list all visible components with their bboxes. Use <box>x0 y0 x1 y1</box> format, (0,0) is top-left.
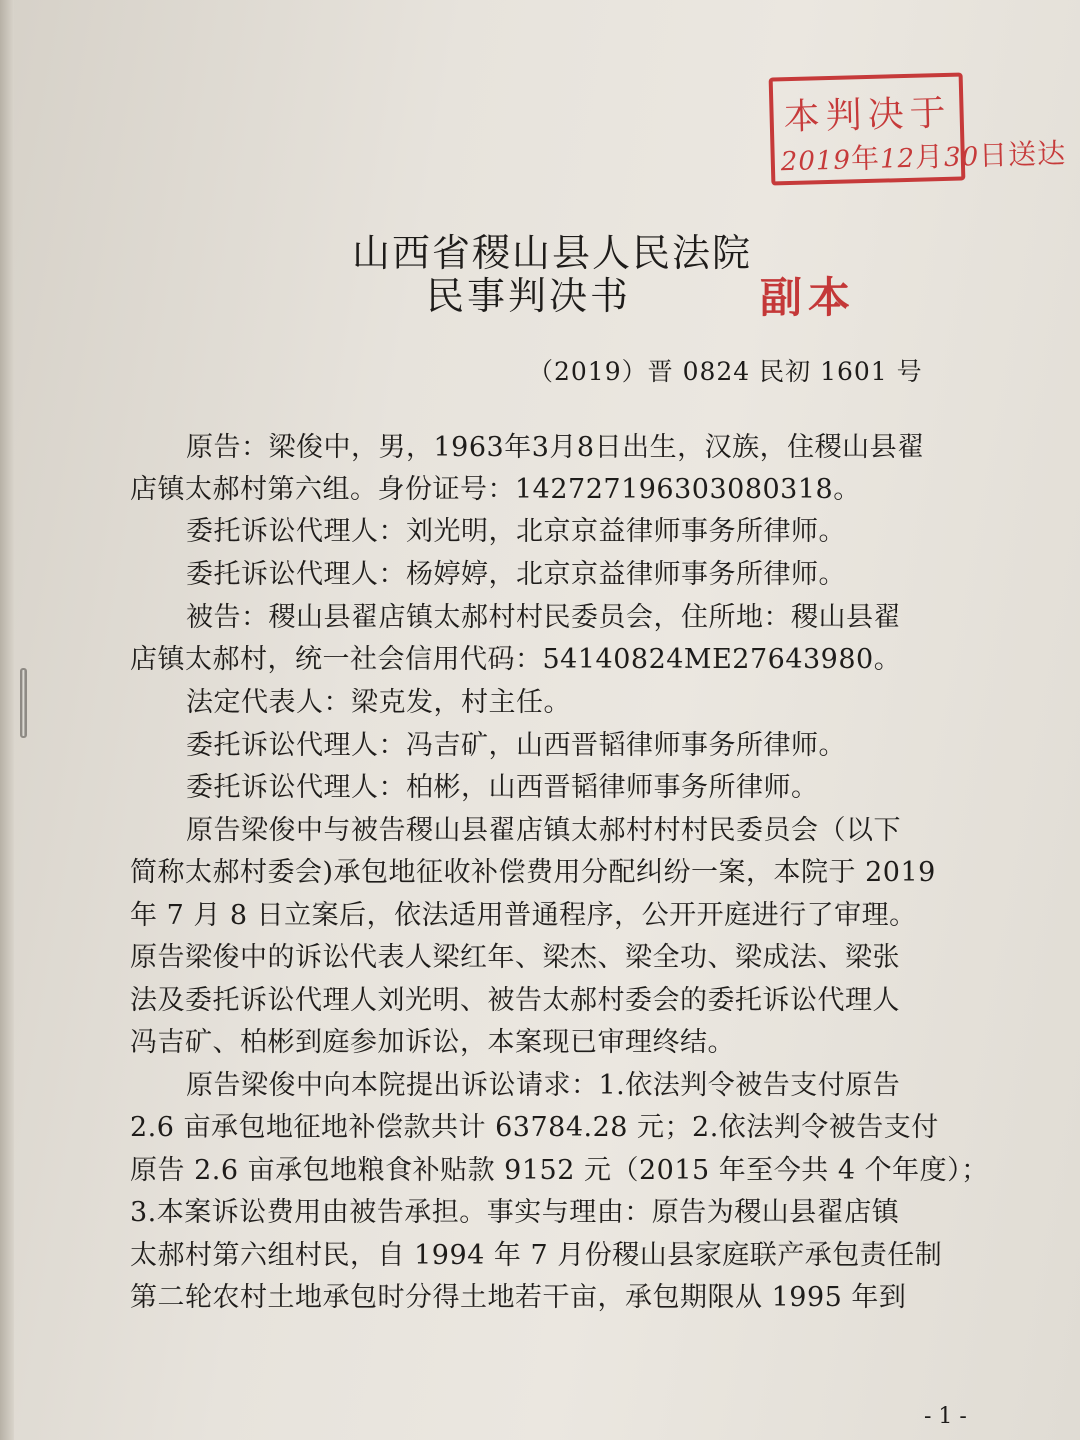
body-line: 原告：梁俊中，男，1963年3月8日出生，汉族，住稷山县翟 <box>186 432 925 463</box>
body-line: 2.6 亩承包地征地补偿款共计 63784.28 元；2.依法判令被告支付 <box>130 1112 939 1143</box>
body-line: 委托诉讼代理人：刘光明，北京京益律师事务所律师。 <box>186 516 846 547</box>
body-line: 简称太郝村委会)承包地征收补偿费用分配纠纷一案，本院于 2019 <box>130 857 936 888</box>
body-line: 法及委托诉讼代理人刘光明、被告太郝村委会的委托诉讼代理人 <box>130 985 900 1016</box>
stamp-year: 2019 <box>780 145 852 178</box>
body-line: 冯吉矿、柏彬到庭参加诉讼，本案现已审理终结。 <box>130 1027 735 1058</box>
body-line: 委托诉讼代理人：冯吉矿，山西晋韬律师事务所律师。 <box>186 730 846 761</box>
stamp-day: 30 <box>943 142 980 173</box>
body-line: 委托诉讼代理人：柏彬，山西晋韬律师事务所律师。 <box>186 772 819 803</box>
body-line: 原告梁俊中与被告稷山县翟店镇太郝村村村民委员会（以下 <box>186 815 901 846</box>
body-line: 太郝村第六组村民，自 1994 年 7 月份稷山县家庭联产承包责任制 <box>130 1240 943 1271</box>
court-title: 山西省稷山县人民法院 <box>352 231 753 275</box>
stamp-month-char: 月 <box>914 139 945 174</box>
stamp-year-char: 年 <box>850 141 881 176</box>
body-line: 委托诉讼代理人：杨婷婷，北京京益律师事务所律师。 <box>186 559 846 590</box>
body-line: 法定代表人：梁克发，村主任。 <box>186 687 571 718</box>
body-line: 被告：稷山县翟店镇太郝村村民委员会，住所地：稷山县翟 <box>186 602 901 633</box>
body-line: 原告梁俊中的诉讼代表人梁红年、梁杰、梁全功、梁成法、梁张 <box>130 942 900 973</box>
stamp-line-2 <box>780 132 1066 179</box>
stamp-line-1: 本判决于 <box>783 92 953 139</box>
case-number: （2019）晋 0824 民初 1601 号 <box>528 357 923 386</box>
body-line: 原告 2.6 亩承包地粮食补贴款 9152 元（2015 年至今共 4 个年度）； <box>130 1155 989 1186</box>
document-title: 民事判决书 <box>426 274 632 318</box>
body-line: 店镇太郝村第六组。身份证号：142727196303080318。 <box>130 474 861 505</box>
body-line: 第二轮农村土地承包时分得土地若干亩，承包期限从 1995 年到 <box>130 1282 907 1313</box>
page-number: - 1 - <box>924 1404 967 1429</box>
body-line: 年 7 月 8 日立案后，依法适用普通程序，公开开庭进行了审理。 <box>130 900 917 931</box>
page-edge <box>0 0 14 1440</box>
copy-mark: 副本 <box>760 273 857 322</box>
body-line: 3.本案诉讼费用由被告承担。事实与理由：原告为稷山县翟店镇 <box>130 1197 900 1228</box>
delivery-stamp <box>769 72 1067 185</box>
stamp-suffix: 日送达 <box>978 136 1067 173</box>
staple <box>20 668 27 738</box>
body-line: 店镇太郝村，统一社会信用代码：54140824ME27643980。 <box>130 644 902 675</box>
stamp-month: 12 <box>879 143 916 175</box>
body-line: 原告梁俊中向本院提出诉讼请求：1.依法判令被告支付原告 <box>186 1070 901 1101</box>
